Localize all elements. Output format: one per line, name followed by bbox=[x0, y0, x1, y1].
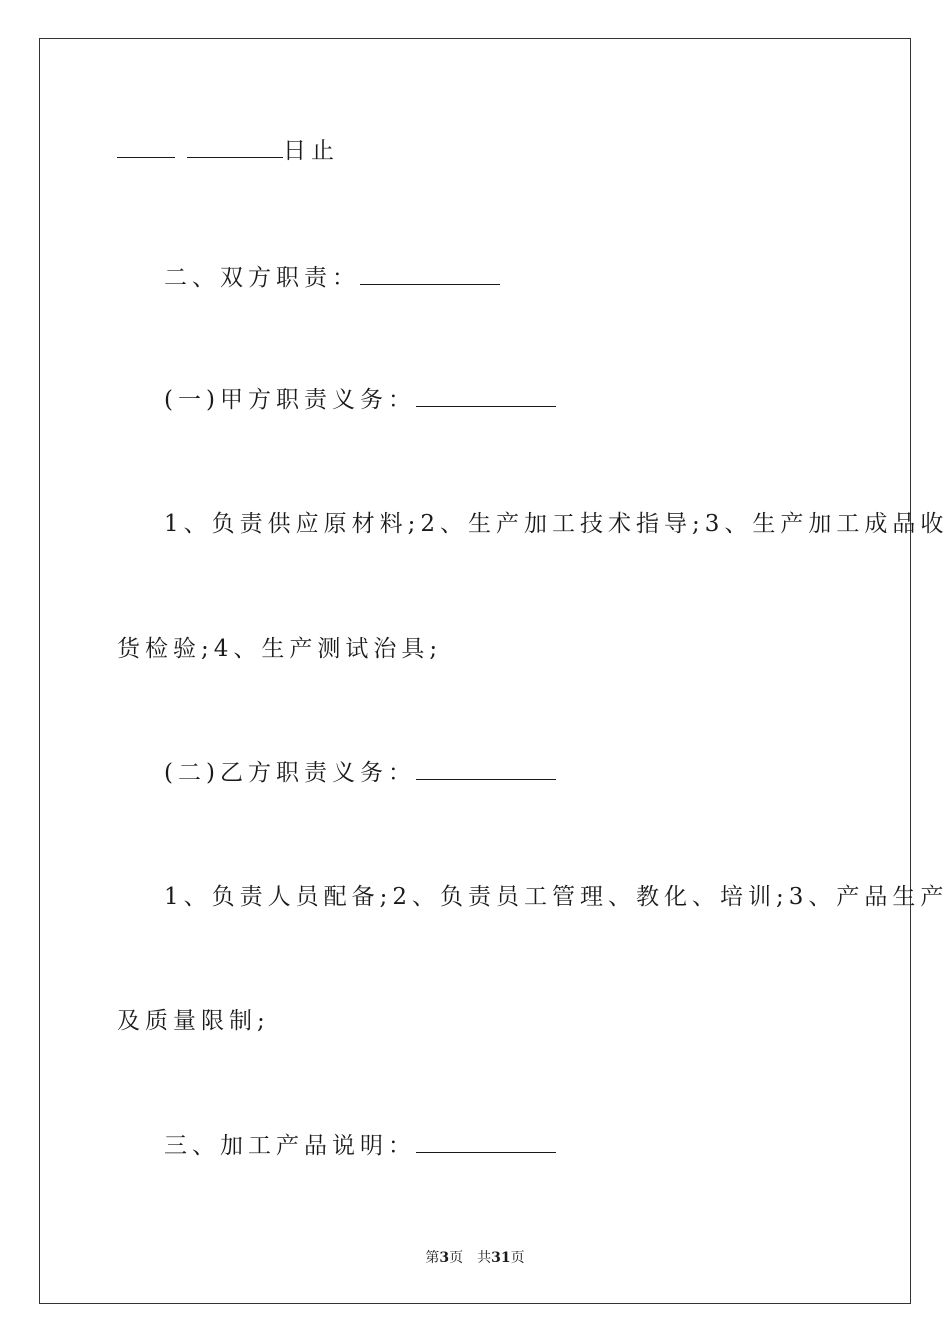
party-a-heading-line bbox=[164, 385, 556, 415]
page-footer bbox=[0, 1247, 950, 1267]
date-end-label: 日止 bbox=[283, 138, 339, 164]
page-border bbox=[39, 38, 911, 1304]
blank-field[interactable] bbox=[117, 137, 175, 158]
page-prefix: 第 bbox=[425, 1250, 440, 1266]
total-suffix: 页 bbox=[510, 1250, 525, 1266]
party-b-heading-line bbox=[164, 758, 556, 788]
party-a-heading: (一)甲方职责义务： bbox=[164, 387, 416, 413]
blank-field[interactable] bbox=[416, 386, 556, 407]
party-a-duties-line-2: 货检验;4、生产测试治具; bbox=[117, 636, 443, 662]
party-b-heading: (二)乙方职责义务： bbox=[164, 760, 416, 786]
party-b-duties-line-2: 及质量限制; bbox=[117, 1008, 270, 1034]
party-b-duties-line-1: 1、负责人员配备;2、负责员工管理、教化、培训;3、产品生产 bbox=[164, 884, 949, 910]
blank-field[interactable] bbox=[360, 264, 500, 285]
blank-field[interactable] bbox=[416, 759, 556, 780]
page-number: 3 bbox=[439, 1250, 450, 1266]
date-end-line bbox=[117, 136, 339, 166]
total-pages: 31 bbox=[491, 1250, 511, 1266]
section-2-title-line bbox=[164, 263, 500, 293]
page-suffix: 页 bbox=[449, 1250, 464, 1266]
party-a-duties-line-1: 1、负责供应原材料;2、生产加工技术指导;3、生产加工成品收 bbox=[164, 511, 949, 537]
section-3-title-line bbox=[164, 1131, 556, 1161]
section-3-title: 三、加工产品说明： bbox=[164, 1133, 416, 1159]
section-2-title: 二、双方职责： bbox=[164, 265, 360, 291]
total-prefix: 共 bbox=[477, 1250, 492, 1266]
blank-field[interactable] bbox=[187, 137, 283, 158]
blank-field[interactable] bbox=[416, 1132, 556, 1153]
